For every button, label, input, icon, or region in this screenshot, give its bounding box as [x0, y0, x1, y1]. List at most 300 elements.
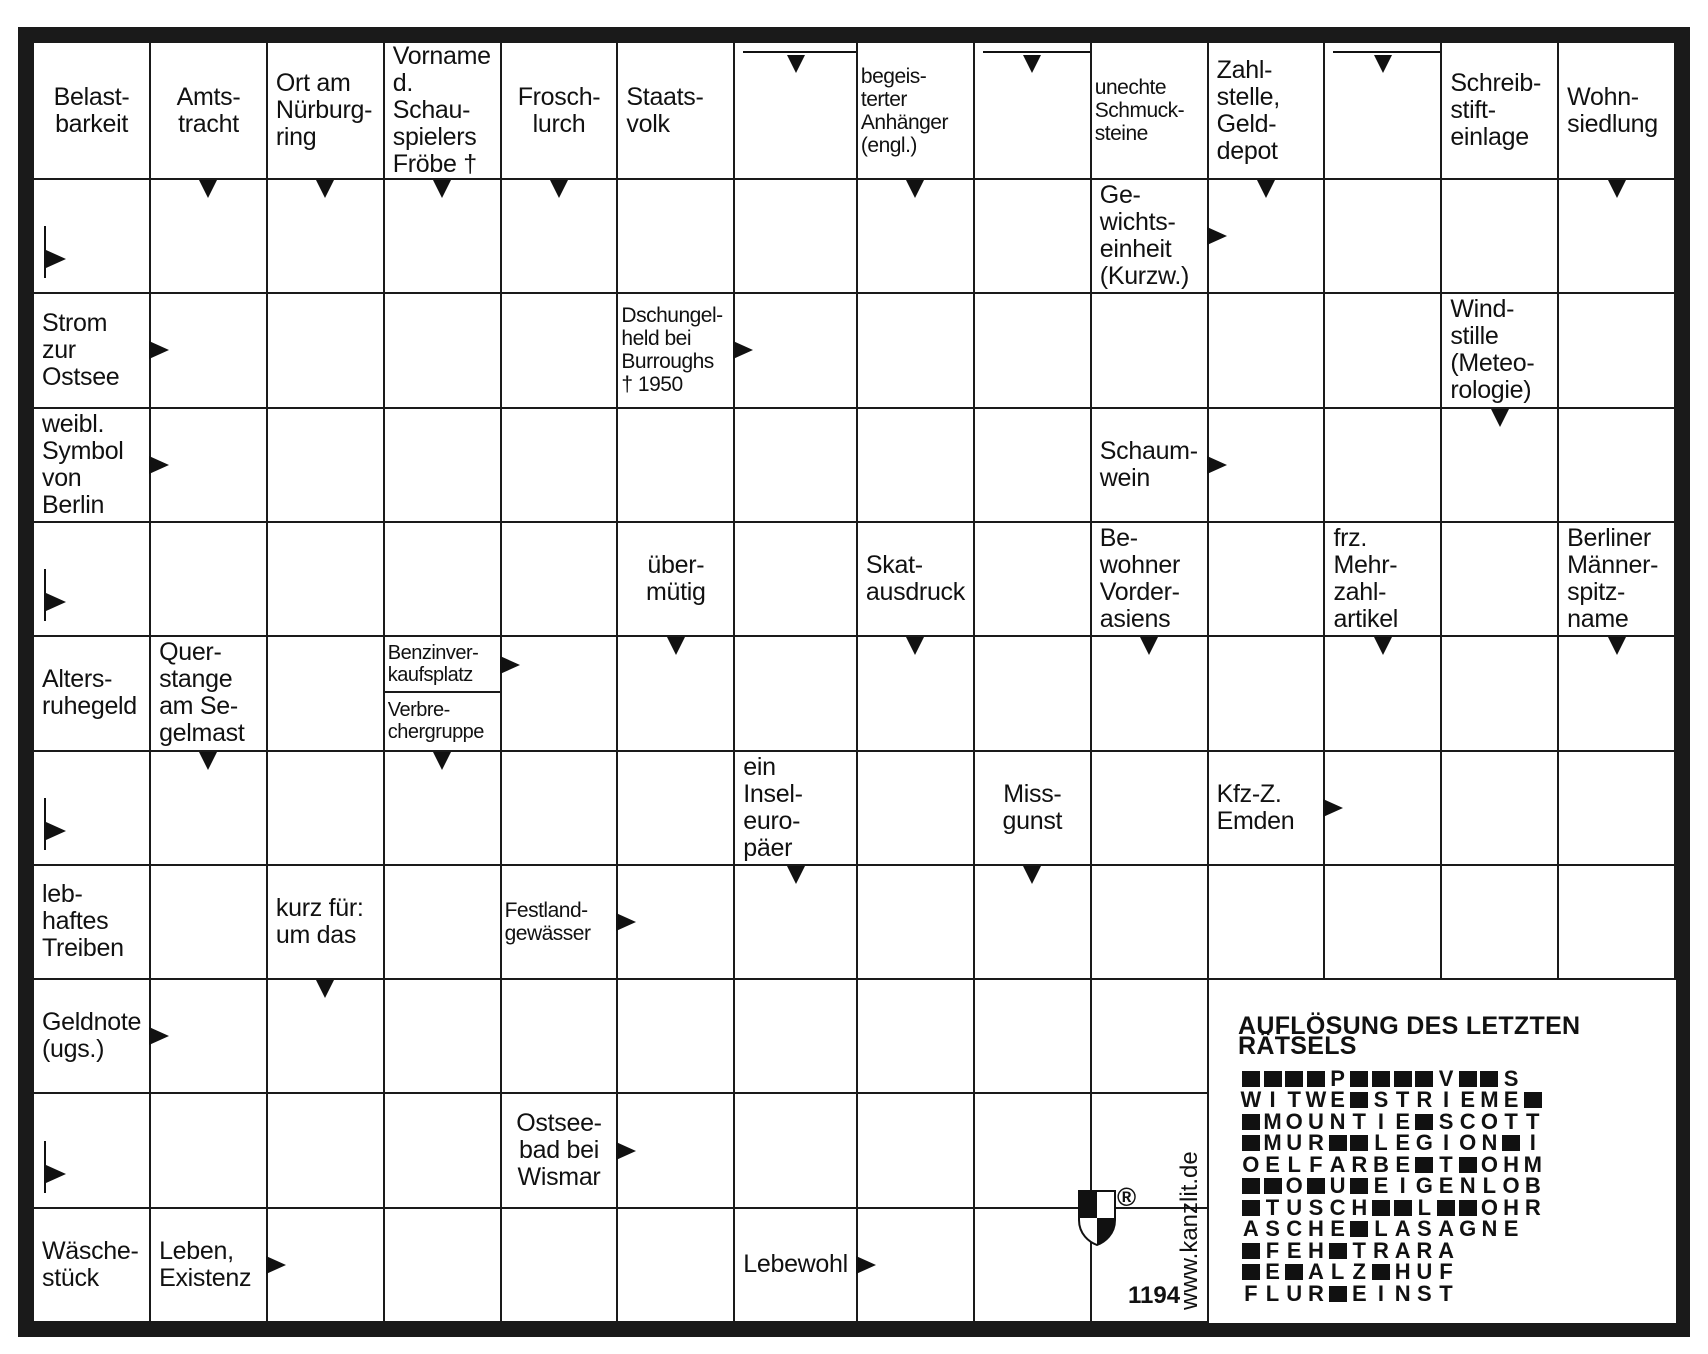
answer-cell[interactable]: [1559, 866, 1676, 980]
clue-schreibstifteinlage: [1442, 43, 1559, 180]
answer-cell[interactable]: [858, 180, 975, 294]
clue-benzinverkaufsplatz: Benzinver- kaufsplatz: [385, 637, 500, 693]
clue-text: Lebewohl: [743, 1250, 848, 1279]
solution-empty: [1609, 1176, 1631, 1198]
clue-belastbarkeit: [34, 43, 151, 180]
answer-cell[interactable]: [151, 180, 268, 294]
answer-cell[interactable]: [502, 409, 619, 523]
direction-flag-icon: [44, 798, 68, 850]
answer-cell[interactable]: [858, 980, 975, 1094]
answer-cell[interactable]: [502, 637, 619, 751]
answer-cell[interactable]: [268, 980, 385, 1094]
solution-empty: [1522, 1283, 1544, 1305]
solution-letter: R: [1416, 1237, 1433, 1263]
answer-cell[interactable]: [385, 409, 502, 523]
clue-waeschestueck: [34, 1209, 151, 1323]
solution-empty: [1565, 1240, 1587, 1262]
solution-letter: L: [1330, 1259, 1345, 1285]
clue-uebermuetig: [618, 523, 735, 637]
answer-cell[interactable]: [735, 294, 858, 408]
solution-letter: E: [1330, 1087, 1345, 1113]
publisher-website: www.kanzlit.de: [1176, 1151, 1203, 1310]
clue-ostseebad: [502, 1094, 619, 1208]
solution-letter: N: [1459, 1173, 1476, 1199]
solution-letter: S: [1308, 1194, 1324, 1220]
answer-cell[interactable]: [385, 866, 502, 980]
solution-empty: [1544, 1176, 1566, 1198]
answer-cell[interactable]: [1559, 294, 1676, 408]
answer-cell[interactable]: [735, 180, 858, 294]
solution-block: [1240, 1111, 1262, 1133]
solution-letter: O: [1285, 1173, 1303, 1199]
answer-cell[interactable]: [1209, 866, 1326, 980]
solution-empty: [1544, 1197, 1566, 1219]
answer-cell[interactable]: [151, 523, 268, 637]
answer-cell[interactable]: [618, 752, 735, 866]
solution-letter: Z: [1352, 1259, 1366, 1285]
clue-kurz-fuer-um-das: [268, 866, 385, 980]
solution-empty: [1587, 1068, 1609, 1090]
clue-connector-line: [743, 51, 856, 65]
answer-cell[interactable]: [268, 1209, 385, 1323]
solution-letter: S: [1265, 1216, 1280, 1242]
clue-kfz-emden: [1209, 752, 1326, 866]
solution-letter: F: [1439, 1259, 1453, 1285]
answer-cell[interactable]: [502, 294, 619, 408]
clue-bewohner-vorderasiens: [1092, 523, 1209, 637]
answer-cell[interactable]: [735, 409, 858, 523]
solution-letter: U: [1416, 1259, 1433, 1285]
clue-text: Leben, Existenz: [159, 1236, 252, 1292]
answer-cell[interactable]: [34, 523, 151, 637]
answer-cell[interactable]: [34, 752, 151, 866]
down-arrow-icon: [1023, 55, 1041, 73]
answer-cell[interactable]: [975, 409, 1092, 523]
solution-empty: [1522, 1240, 1544, 1262]
solution-empty: [1587, 1262, 1609, 1284]
solution-letter: U: [1307, 1108, 1324, 1134]
solution-letter: I: [1269, 1087, 1276, 1113]
answer-cell[interactable]: [268, 1094, 385, 1208]
clue-vorname-schauspieler: [385, 43, 502, 180]
answer-cell[interactable]: [268, 409, 385, 523]
answer-cell[interactable]: [975, 866, 1092, 980]
clue-ein-inseleuropaeer: [735, 752, 858, 866]
solution-letter: I: [1442, 1087, 1450, 1113]
solution-letter: L: [1287, 1151, 1301, 1177]
solution-empty: [1609, 1154, 1631, 1176]
answer-cell[interactable]: [975, 637, 1092, 751]
solution-letter: U: [1286, 1194, 1303, 1220]
solution-letter: L: [1417, 1194, 1432, 1220]
answer-cell[interactable]: [502, 180, 619, 294]
answer-cell[interactable]: [975, 294, 1092, 408]
answer-cell[interactable]: [1442, 637, 1559, 751]
previous-solution-box: [1214, 992, 1662, 1310]
solution-letter: T: [1526, 1108, 1540, 1134]
answer-cell[interactable]: [858, 637, 975, 751]
answer-cell[interactable]: [618, 1209, 735, 1323]
answer-cell[interactable]: [858, 294, 975, 408]
answer-cell[interactable]: [1559, 637, 1676, 751]
answer-cell[interactable]: [151, 752, 268, 866]
answer-cell[interactable]: [502, 523, 619, 637]
clue-text: Ostsee- bad bei Wismar: [516, 1109, 602, 1192]
clue-text: Schaum- wein: [1099, 436, 1198, 492]
solution-letter: L: [1265, 1280, 1280, 1306]
answer-cell[interactable]: [975, 180, 1092, 294]
solution-empty: [1609, 1090, 1631, 1112]
solution-block: [1240, 1240, 1262, 1262]
solution-letter: S: [1438, 1108, 1454, 1134]
answer-cell[interactable]: [268, 294, 385, 408]
answer-cell[interactable]: [618, 1094, 735, 1208]
solution-empty: [1565, 1154, 1587, 1176]
answer-cell[interactable]: [1325, 294, 1442, 408]
solution-empty: [1587, 1154, 1609, 1176]
answer-cell[interactable]: [502, 1209, 619, 1323]
solution-letter: P: [1330, 1065, 1345, 1091]
answer-cell[interactable]: [735, 866, 858, 980]
answer-cell[interactable]: [385, 294, 502, 408]
solution-letter: G: [1415, 1130, 1433, 1156]
clue-froschlurch: [502, 43, 619, 180]
answer-cell[interactable]: [1559, 180, 1676, 294]
answer-cell[interactable]: [618, 866, 735, 980]
clue-text: Miss- gunst: [1002, 779, 1063, 835]
solution-empty: [1565, 1111, 1587, 1133]
answer-cell[interactable]: [502, 980, 619, 1094]
solution-letter: U: [1286, 1130, 1303, 1156]
solution-letter: B: [1524, 1173, 1541, 1199]
answer-cell[interactable]: [1442, 866, 1559, 980]
answer-cell[interactable]: [385, 752, 502, 866]
clue-text: Strom zur Ostsee: [42, 308, 120, 391]
solution-letter: U: [1286, 1280, 1303, 1306]
solution-letter: N: [1394, 1280, 1411, 1306]
clue-text: Berliner Männer- spitz- name: [1567, 524, 1659, 634]
answer-cell[interactable]: [1209, 294, 1326, 408]
solution-empty: [1457, 1240, 1479, 1262]
clue-text: Dschungel- held bei Burroughs † 1950: [621, 304, 723, 397]
solution-empty: [1544, 1133, 1566, 1155]
solution-empty: [1544, 1283, 1566, 1305]
answer-cell[interactable]: [1325, 180, 1442, 294]
split-clue-cell: [385, 637, 502, 751]
answer-cell[interactable]: [268, 637, 385, 751]
solution-letter: H: [1351, 1194, 1368, 1220]
solution-empty: [1609, 1133, 1631, 1155]
answer-cell[interactable]: [975, 980, 1092, 1094]
answer-cell[interactable]: [735, 43, 858, 180]
answer-cell[interactable]: [385, 1094, 502, 1208]
solution-letter: G: [1459, 1216, 1477, 1242]
solution-empty: [1565, 1197, 1587, 1219]
answer-cell[interactable]: [735, 980, 858, 1094]
clue-text: Ge- wichts- einheit (Kurzw.): [1099, 181, 1190, 291]
solution-letter: A: [1329, 1151, 1346, 1177]
answer-cell[interactable]: [1325, 43, 1442, 180]
clue-text: über- mütig: [646, 551, 706, 607]
solution-empty: [1587, 1283, 1609, 1305]
clue-text: unechte Schmuck- steine: [1094, 76, 1185, 145]
solution-empty: [1544, 1090, 1566, 1112]
solution-empty: [1457, 1262, 1479, 1284]
answer-cell[interactable]: [618, 409, 735, 523]
direction-flag-icon: [44, 226, 68, 278]
answer-cell[interactable]: [1209, 523, 1326, 637]
solution-letter: T: [1265, 1194, 1280, 1220]
clue-text: Alters- ruhegeld: [42, 665, 137, 721]
solution-empty: [1522, 1219, 1544, 1241]
solution-letter: O: [1459, 1130, 1477, 1156]
answer-cell[interactable]: [1559, 409, 1676, 523]
solution-letter: I: [1377, 1280, 1385, 1306]
solution-letter: O: [1480, 1194, 1498, 1220]
solution-letter: L: [1374, 1216, 1388, 1242]
answer-cell[interactable]: [385, 523, 502, 637]
answer-cell[interactable]: [1442, 752, 1559, 866]
answer-cell[interactable]: [1325, 409, 1442, 523]
answer-cell[interactable]: [385, 1209, 502, 1323]
clue-text: Festland- gewässer: [504, 898, 591, 945]
clue-text: ein Insel- euro- päer: [743, 752, 803, 862]
answer-cell[interactable]: [975, 1094, 1092, 1208]
answer-cell[interactable]: [1209, 637, 1326, 751]
clue-festlandgewaesser: [502, 866, 619, 980]
solution-letter: A: [1438, 1237, 1454, 1263]
clue-altersruhegeld: [34, 637, 151, 751]
solution-letter: E: [1395, 1151, 1410, 1177]
solution-letter: T: [1395, 1087, 1410, 1113]
solution-empty: [1565, 1283, 1587, 1305]
solution-letter: E: [1395, 1108, 1410, 1134]
down-arrow-icon: [1374, 55, 1392, 73]
solution-letter: O: [1285, 1108, 1303, 1134]
solution-empty: [1544, 1240, 1566, 1262]
answer-cell[interactable]: [858, 866, 975, 980]
answer-cell[interactable]: [1092, 294, 1209, 408]
solution-letter: H: [1503, 1194, 1520, 1220]
solution-letter: O: [1480, 1151, 1498, 1177]
clue-text: Kfz-Z. Emden: [1216, 779, 1295, 835]
solution-letter: E: [1351, 1280, 1367, 1306]
solution-letter: S: [1417, 1280, 1432, 1306]
clue-verbrechergruppe: Verbre- chergruppe: [387, 699, 484, 744]
answer-cell[interactable]: [975, 1209, 1092, 1323]
solution-empty: [1522, 1262, 1544, 1284]
clue-zahlstelle: [1209, 43, 1326, 180]
clue-weibl-symbol: [34, 409, 151, 523]
answer-cell[interactable]: [858, 752, 975, 866]
solution-empty: [1544, 1068, 1566, 1090]
answer-cell[interactable]: [1092, 866, 1209, 980]
clue-text: Wäsche- stück: [42, 1236, 139, 1292]
solution-empty: [1544, 1111, 1566, 1133]
solution-letter: T: [1439, 1280, 1453, 1306]
answer-cell[interactable]: [385, 980, 502, 1094]
down-arrow-icon: [787, 55, 805, 73]
solution-empty: [1609, 1262, 1631, 1284]
registered-mark: ®: [1117, 1182, 1137, 1212]
solution-empty: [1522, 1068, 1544, 1090]
solution-letter: H: [1307, 1216, 1324, 1242]
answer-cell[interactable]: [268, 523, 385, 637]
answer-cell[interactable]: [735, 523, 858, 637]
solution-empty: [1500, 1240, 1522, 1262]
clue-text: Belast- barkeit: [53, 82, 130, 138]
answer-cell[interactable]: [151, 294, 268, 408]
clue-text: Staats- volk: [626, 82, 704, 138]
solution-empty: [1609, 1068, 1631, 1090]
puzzle-number: 1194: [1128, 1282, 1181, 1309]
solution-empty: [1544, 1219, 1566, 1241]
solution-letter: O: [1242, 1151, 1260, 1177]
solution-letter: R: [1373, 1237, 1389, 1263]
answer-cell[interactable]: [1209, 180, 1326, 294]
answer-cell[interactable]: [1092, 637, 1209, 751]
answer-cell[interactable]: [502, 752, 619, 866]
solution-empty: [1565, 1176, 1587, 1198]
answer-cell[interactable]: [34, 180, 151, 294]
answer-cell[interactable]: [618, 980, 735, 1094]
solution-letter: R: [1416, 1087, 1433, 1113]
solution-letter: S: [1503, 1065, 1519, 1091]
solution-empty: [1479, 1240, 1501, 1262]
answer-cell[interactable]: [618, 637, 735, 751]
solution-letter: H: [1307, 1237, 1324, 1263]
clue-berliner-maennerspitzname: [1559, 523, 1676, 637]
solution-letter: R: [1524, 1194, 1541, 1220]
answer-cell[interactable]: [151, 980, 268, 1094]
solution-letter: E: [1373, 1173, 1389, 1199]
clue-text: Schreib- stift- einlage: [1450, 69, 1542, 151]
solution-letter: F: [1309, 1151, 1323, 1177]
clue-begeisterter-anhaenger: [858, 43, 975, 180]
clue-text: Vorname d. Schau- spielers Fröbe †: [392, 42, 491, 178]
solution-letter: C: [1286, 1216, 1303, 1242]
answer-cell[interactable]: [1092, 980, 1209, 1094]
solution-letter: T: [1352, 1108, 1366, 1134]
clue-ort-nuerburgring: [268, 43, 385, 180]
solution-empty: [1565, 1262, 1587, 1284]
solution-empty: [1587, 1133, 1609, 1155]
clue-staatsvolk: [618, 43, 735, 180]
solution-empty: [1500, 1262, 1522, 1284]
solution-title: AUFLÖSUNG DES LETZTEN RÄTSELS: [1238, 1012, 1581, 1060]
solution-letter: E: [1503, 1087, 1519, 1113]
answer-cell[interactable]: [1325, 752, 1442, 866]
answer-cell[interactable]: [1209, 409, 1326, 523]
answer-cell[interactable]: [1442, 409, 1559, 523]
answer-cell[interactable]: [1442, 180, 1559, 294]
direction-flag-icon: [44, 569, 68, 621]
solution-letter: N: [1481, 1130, 1498, 1156]
answer-cell[interactable]: [735, 1094, 858, 1208]
solution-empty: [1565, 1068, 1587, 1090]
solution-letter: L: [1374, 1130, 1388, 1156]
solution-letter: I: [1399, 1173, 1406, 1199]
solution-empty: [1587, 1240, 1609, 1262]
clue-text: Geldnote (ugs.): [42, 1008, 142, 1064]
answer-cell[interactable]: [1442, 523, 1559, 637]
answer-cell[interactable]: [1325, 866, 1442, 980]
solution-letter: C: [1459, 1108, 1476, 1134]
answer-cell[interactable]: [975, 43, 1092, 180]
solution-grid: [1240, 1065, 1630, 1306]
answer-cell[interactable]: [975, 523, 1092, 637]
clue-text: frz. Mehr- zahl- artikel: [1333, 524, 1399, 634]
clue-text: weibl. Symbol von Berlin: [42, 409, 124, 519]
solution-empty: [1587, 1219, 1609, 1241]
answer-cell[interactable]: [858, 1094, 975, 1208]
answer-cell[interactable]: [1559, 752, 1676, 866]
solution-letter: T: [1352, 1237, 1366, 1263]
clue-text: Ort am Nürburg- ring: [275, 69, 373, 151]
clue-schaumwein: [1092, 409, 1209, 523]
answer-cell[interactable]: [268, 180, 385, 294]
solution-letter: F: [1244, 1280, 1258, 1306]
solution-letter: E: [1438, 1173, 1454, 1199]
answer-cell[interactable]: [151, 409, 268, 523]
solution-letter: C: [1329, 1194, 1346, 1220]
answer-cell[interactable]: [735, 637, 858, 751]
solution-block: [1348, 1068, 1370, 1090]
answer-cell[interactable]: [1325, 637, 1442, 751]
clue-text: Amts- tracht: [176, 82, 241, 138]
solution-empty: [1609, 1197, 1631, 1219]
clue-text: Quer- stange am Se- gelmast: [159, 638, 245, 748]
solution-letter: N: [1481, 1216, 1498, 1242]
clue-text: begeis- terter Anhänger (engl.): [860, 64, 948, 157]
solution-empty: [1565, 1090, 1587, 1112]
answer-cell[interactable]: [858, 409, 975, 523]
clue-text: Skat- ausdruck: [865, 551, 965, 607]
solution-letter: W: [1240, 1087, 1262, 1113]
clue-dschungelheld: [618, 294, 735, 408]
solution-empty: [1544, 1262, 1566, 1284]
clue-text: Be- wohner Vorder- asiens: [1099, 524, 1180, 634]
solution-empty: [1457, 1283, 1479, 1305]
clue-connector-line: [1333, 51, 1440, 65]
solution-letter: G: [1415, 1173, 1433, 1199]
answer-cell[interactable]: [858, 1209, 975, 1323]
solution-letter: M: [1263, 1108, 1282, 1134]
solution-letter: F: [1265, 1237, 1280, 1263]
answer-cell[interactable]: [618, 180, 735, 294]
clue-missgunst: [975, 752, 1092, 866]
answer-cell[interactable]: [268, 752, 385, 866]
answer-cell[interactable]: [385, 180, 502, 294]
solution-letter: H: [1394, 1259, 1411, 1285]
solution-empty: [1609, 1240, 1631, 1262]
clue-text: Frosch- lurch: [517, 82, 601, 138]
solution-letter: E: [1265, 1259, 1280, 1285]
solution-empty: [1587, 1111, 1609, 1133]
solution-letter: A: [1438, 1216, 1454, 1242]
answer-cell[interactable]: [1092, 752, 1209, 866]
solution-letter: E: [1330, 1216, 1345, 1242]
solution-empty: [1479, 1262, 1501, 1284]
answer-cell[interactable]: [151, 1094, 268, 1208]
solution-letter: O: [1502, 1173, 1520, 1199]
solution-letter: A: [1242, 1216, 1259, 1242]
clue-text: Wohn- siedlung: [1567, 82, 1658, 138]
answer-cell[interactable]: [34, 1094, 151, 1208]
clue-wohnsiedlung: [1559, 43, 1676, 180]
solution-letter: T: [1287, 1087, 1301, 1113]
answer-cell[interactable]: [151, 866, 268, 980]
